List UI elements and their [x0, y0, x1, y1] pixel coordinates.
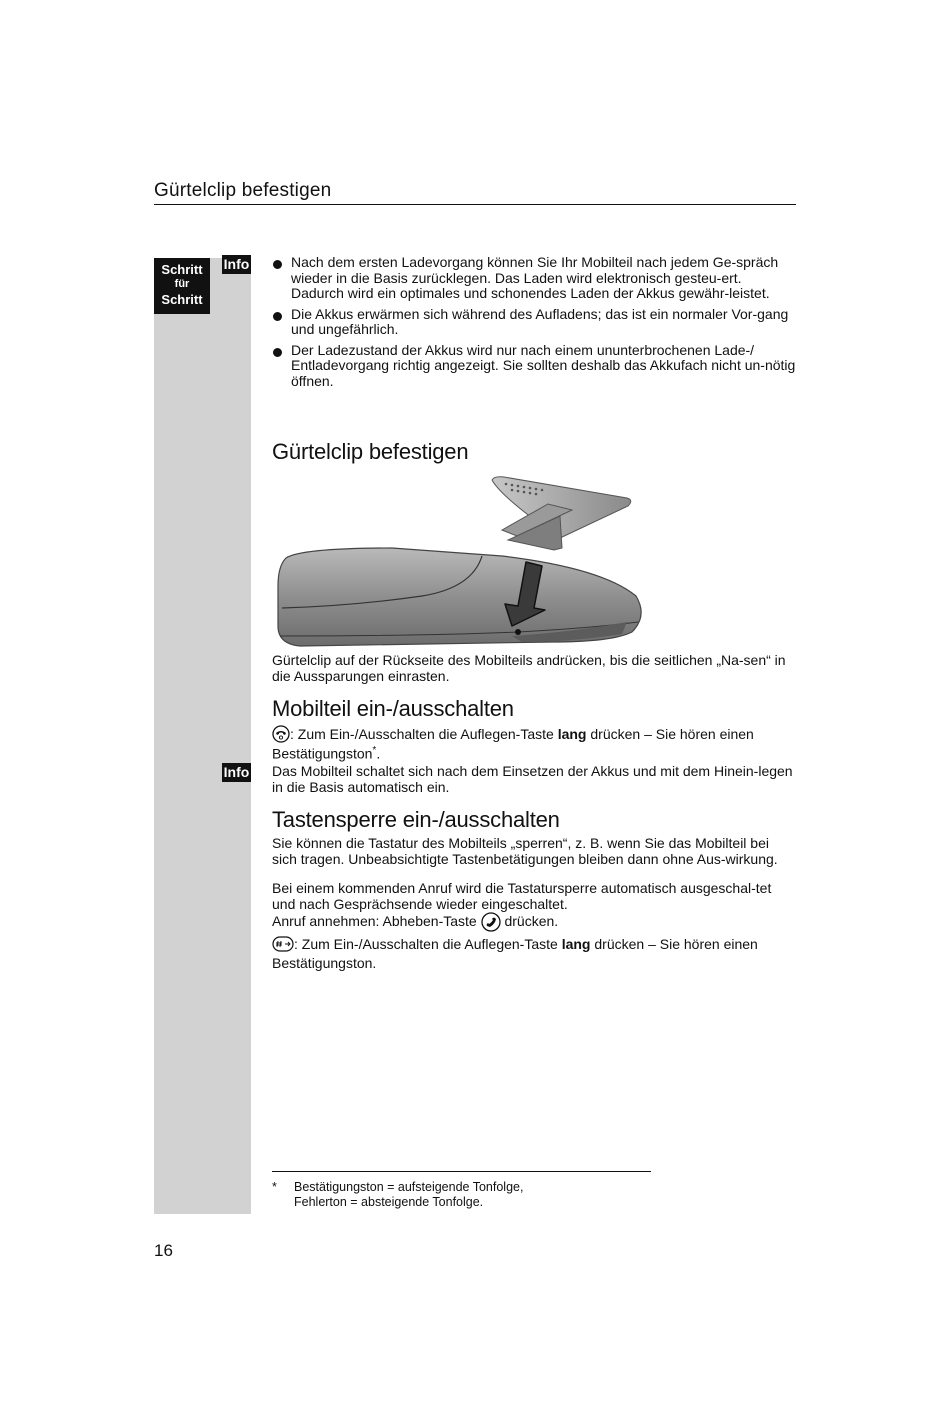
belt-clip-caption: Gürtelclip auf der Rückseite des Mobilteils andrücken, bis die seitlichen „Na-sen“ in die Aussparungen einrasten.: [272, 652, 786, 684]
power-instruction: [272, 725, 797, 762]
step-by-step-badge: [154, 258, 210, 314]
answer-text-post: drücken.: [504, 913, 559, 929]
info-label-top: Info: [223, 256, 250, 272]
badge-line-2: für: [174, 278, 190, 290]
answer-text-pre: Anruf annehmen: Abheben-Taste: [272, 913, 477, 929]
badge-line-1: Schritt: [161, 262, 203, 277]
end-call-key-icon: [272, 725, 290, 743]
power-instruction-bold: lang: [557, 726, 587, 742]
keylock-instruction-post: drücken – Sie hören einen Bestätigungston.: [272, 936, 758, 971]
power-info-text: Das Mobilteil schaltet sich nach dem Einsetzen der Akkus und mit dem Hinein-legen in die Basis automatisch ein.: [272, 763, 793, 795]
keylock-instruction: [272, 935, 797, 973]
belt-clip-illustration: [272, 476, 652, 656]
section-title-belt-clip: Gürtelclip befestigen: [272, 439, 469, 464]
handset-body: [278, 548, 641, 646]
section-title-power: Mobilteil ein-/ausschalten: [272, 696, 514, 721]
power-instruction-end: .: [376, 745, 381, 762]
power-instruction-post: drücken – Sie hören einen Bestätigungston: [272, 726, 754, 762]
header-rule: [154, 204, 796, 205]
page-number: 16: [154, 1241, 173, 1260]
footnote-rule: [272, 1171, 651, 1172]
footnote-reference: *: [372, 745, 377, 756]
info-bullet-3: Der Ladezustand der Akkus wird nur nach einem ununterbrochenen Lade-/ Entladevorgang richtig angezeigt. Sie sollten deshalb das Akkufach nicht un-nötig öffnen.: [272, 343, 797, 390]
footnote-line-2: Fehlerton = absteigende Tonfolge.: [294, 1195, 484, 1209]
info-bullet-2: Die Akkus erwärmen sich während des Aufladens; das ist ein normaler Vor-gang und ungefährlich.: [272, 307, 797, 338]
hash-key-icon: [272, 936, 294, 952]
badge-line-3: Schritt: [161, 292, 203, 307]
keylock-paragraph-1: Sie können die Tastatur des Mobilteils „sperren“, z. B. wenn Sie das Mobilteil bei sich tragen. Unbeabsichtigte Tastenbetätigungen bleiben dann ohne Aus-wirkung.: [272, 835, 778, 867]
keylock-answer-line: [272, 912, 797, 932]
section-title-keylock: Tastensperre ein-/ausschalten: [272, 807, 560, 832]
keylock-paragraph-2: Bei einem kommenden Anruf wird die Tastatursperre automatisch ausgeschal-tet und nach Gesprächsende wieder eingeschaltet.: [272, 880, 772, 912]
clip-mount-point: [515, 629, 521, 635]
info-label-power: Info: [223, 764, 250, 780]
running-header: Gürtelclip befestigen: [154, 180, 332, 201]
talk-key-icon: [481, 912, 501, 932]
info-bullet-1: Nach dem ersten Ladevorgang können Sie Ihr Mobilteil nach jedem Ge-spräch wieder in die Basis zurücklegen. Das Laden wird elektronisch gesteu-ert. Dadurch wird ein optimales und schonendes Laden der Akkus gewähr-leistet.: [272, 255, 797, 302]
keylock-instruction-pre: : Zum Ein-/Ausschalten die Auflegen-Taste: [294, 936, 562, 952]
belt-clip-part: [492, 477, 631, 550]
power-instruction-pre: : Zum Ein-/Ausschalten die Auflegen-Taste: [290, 726, 558, 742]
side-column: [154, 258, 251, 1214]
info-bullet-list: [272, 255, 797, 394]
keylock-instruction-bold: lang: [561, 936, 591, 952]
footnote-line-1: Bestätigungston = aufsteigende Tonfolge,: [294, 1180, 524, 1194]
footnote-mark: *: [272, 1180, 277, 1194]
